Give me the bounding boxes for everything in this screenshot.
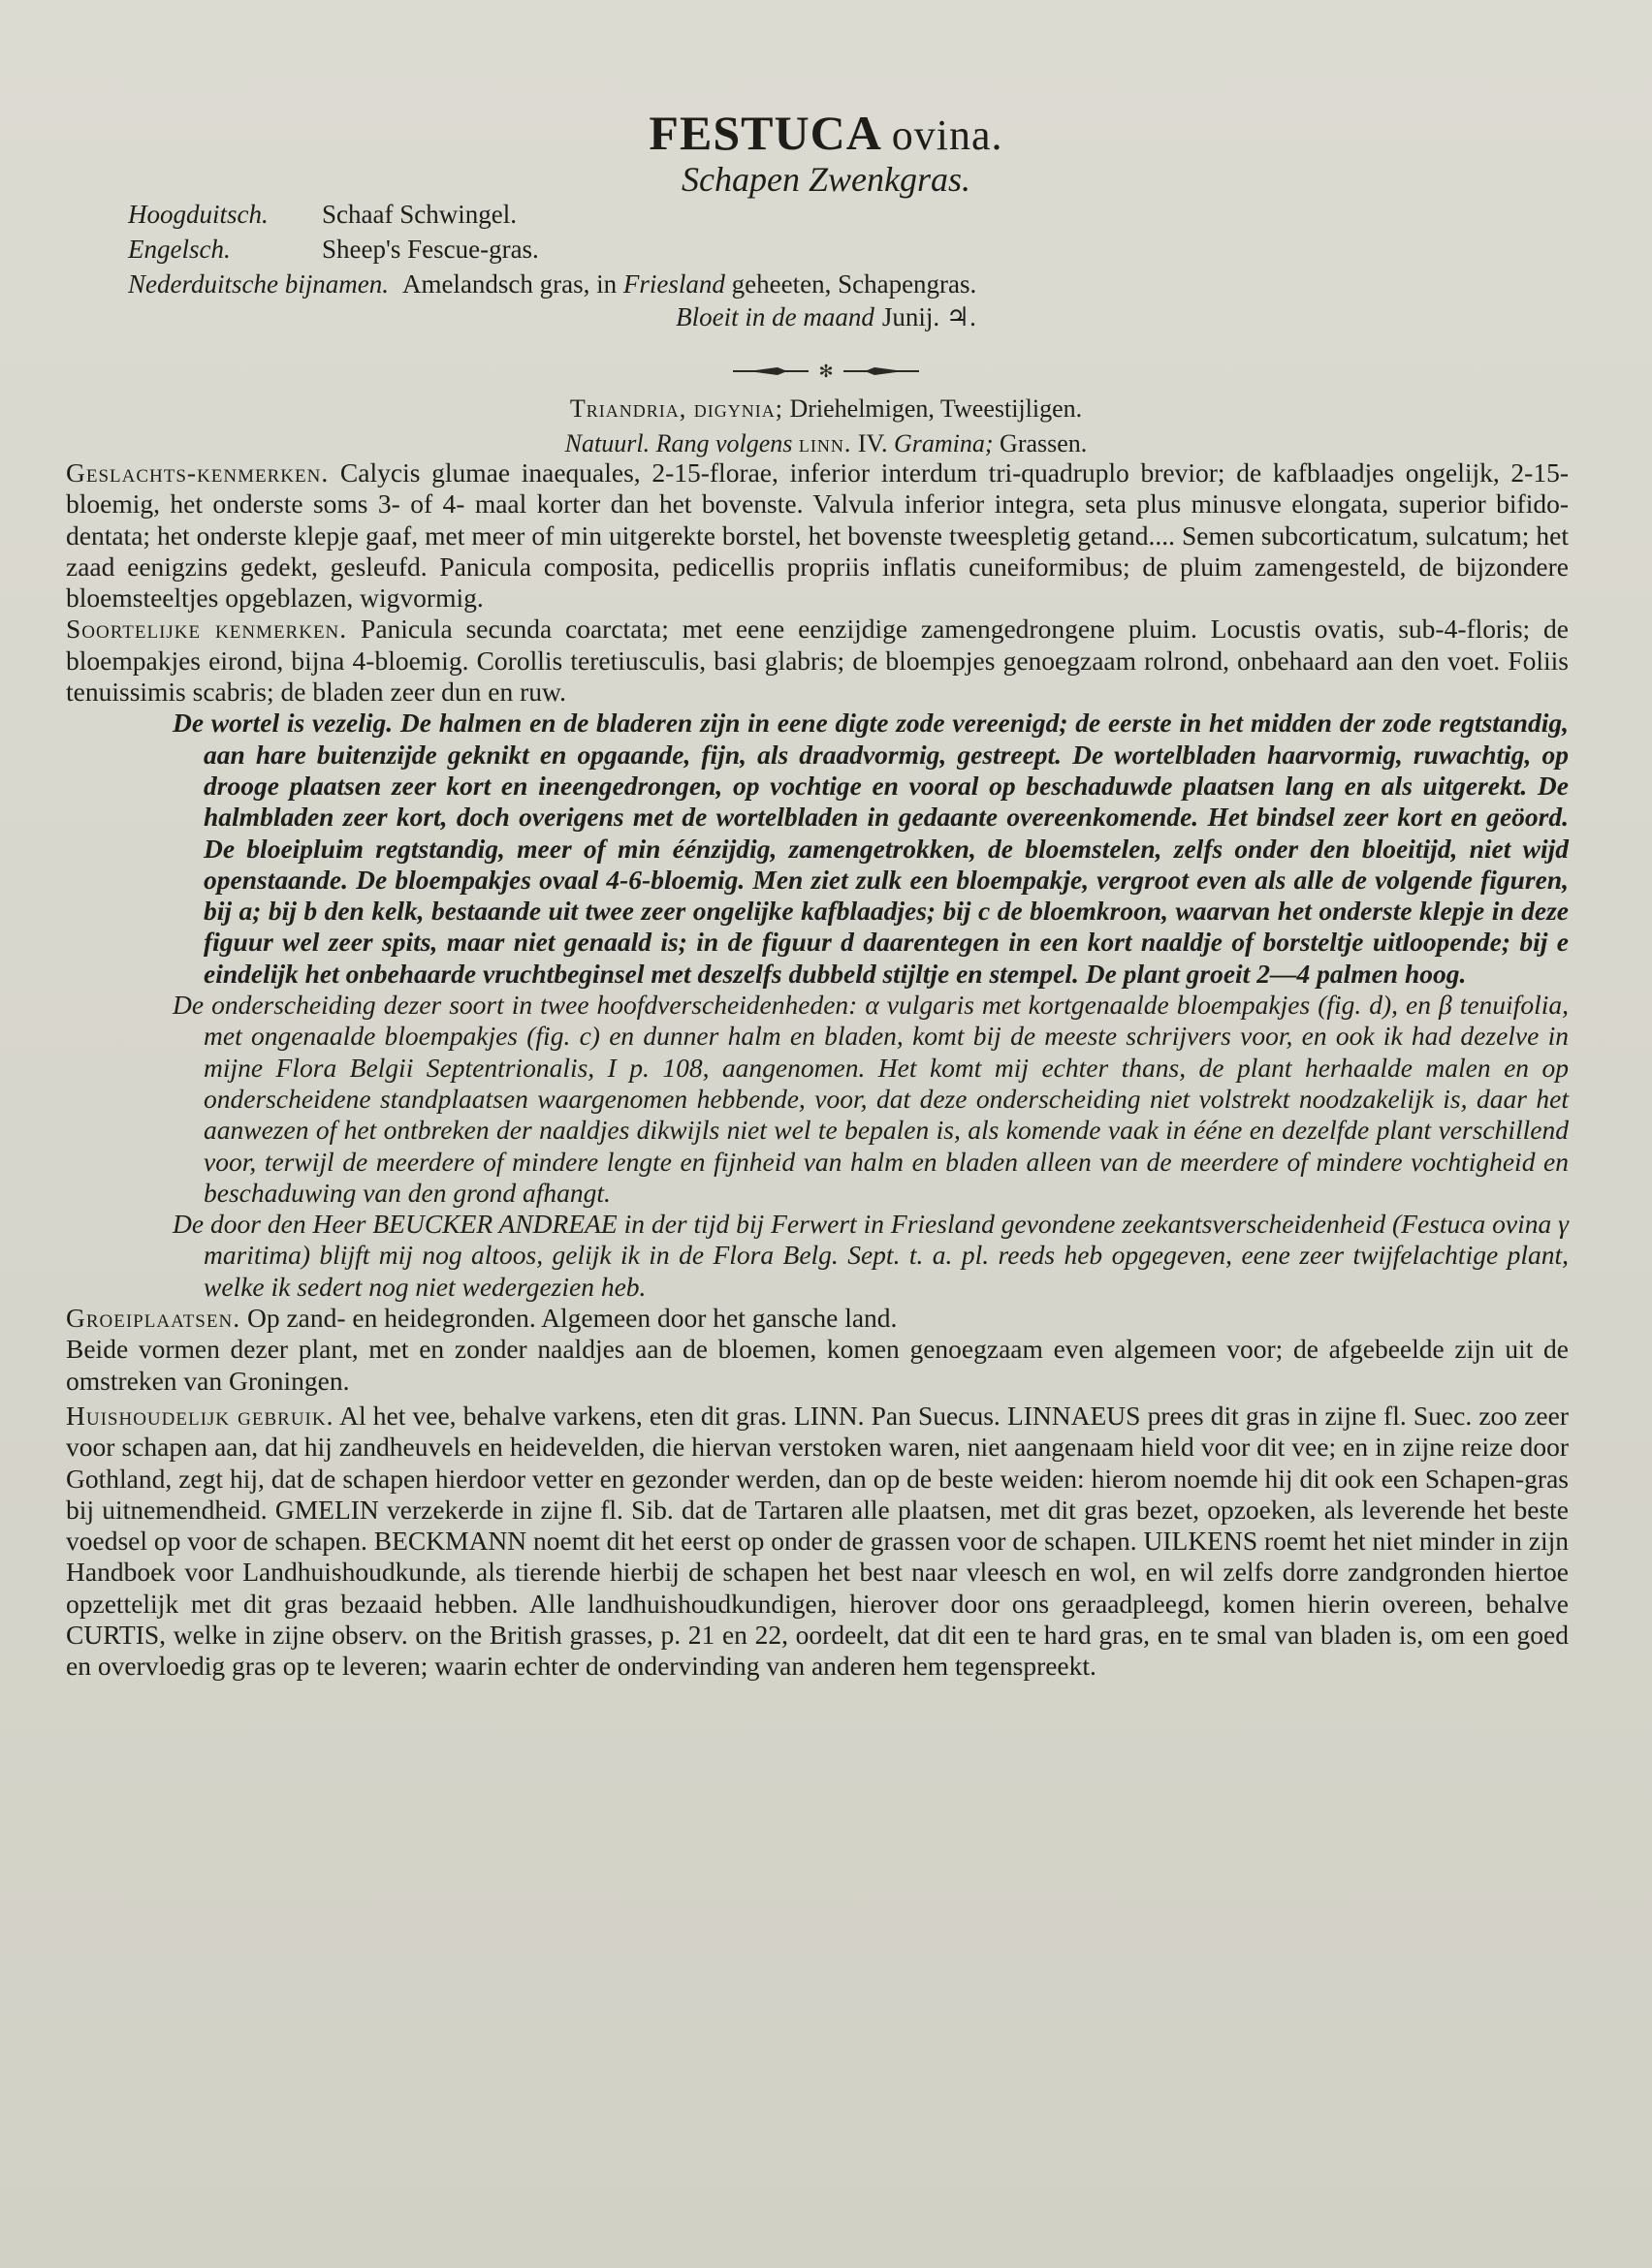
name-value: Amelandsch gras, in	[401, 269, 618, 299]
ornament-divider-icon	[729, 362, 923, 381]
classification-line-2: Natuurl. Rang volgens linn. IV. Gramina; Grassen.	[564, 429, 1088, 457]
varieties-paragraph: De onderscheiding dezer soort in twee hoofdverscheidenheden: α vulgaris met kortgenaalde bloempakjes (fig. d), en β tenuifolia, met ongenaalde bloempakjes (fig. c) en dunner halm en bladen, komt bij de meeste schrijvers voor, en ook ik had dezelve in mijne Flora Belgii Septentrionalis, I p. 108, aangenomen. Het komt mij echter thans, de plant herhaalde malen en op onderscheidene standplaatsen waargenomen hebbende, voor, dat deze onderscheiding niet volstrekt noodzakelijk is, daar het aanwezen of het ontbreken der naaldjes dikwijls niet wel te bepalen is, als komende vaak in ééne en dezelfde plant verschillend voor, terwijl de meerdere of mindere lengte en fijnheid van halm en bladen alleen van de meerdere of mindere vochtigheid en beschaduwing van den grond afhangt.	[173, 990, 1569, 1208]
name-label: Hoogduitsch.	[128, 200, 269, 229]
section-heading: Soortelijke kenmerken.	[66, 614, 348, 645]
place-name: Friesland	[622, 269, 725, 299]
dutch-name: Schapen Zwenkgras.	[682, 160, 970, 199]
section-text: Calycis glumae inaequales, 2-15-florae, inferior interdum tri-quadruplo brevior; de kafblaadjes ongelijk, 2-15-bloemig, het onderste soms 3- of 4- maal korter dan het bovenste. Valvula inferior integra, seta plus minusve elongata, superior bifido-dentata; het onderste klepje gaaf, met meer of min uitgerekte borstel, het bovenste tweespletig getand.... Semen subcorticatum, sulcatum; het zaad eenigzins gedekt, gesleufd. Panicula composita, pedicellis propriis inflatis cuneiformibus; de pluim zamengesteld, de bijzondere bloemsteeltjes opgeblazen, wigvormig.	[66, 457, 1569, 614]
main-text	[66, 457, 1569, 1683]
section-text: Al het vee, behalve varkens, eten dit gras. LINN. Pan Suecus. LINNAEUS prees dit gras in zijne fl. Suec. zoo zeer voor schapen aan, dat hij zandheuvels en heidevelden, die hiervan verstoken waren, niet aangenaam hield voor dit vee; en in zijne reize door Gothland, zegt hij, dat de schapen hierdoor vetter en gezonder werden, dan op de beste weiden: hierom noemde hij dit ook een Schapen-gras bij uitnemendheid. GMELIN verzekerde in zijne fl. Sib. dat de Tartaren alle plaatsen, met dit gras bezet, opzoeken, als leverende het beste voedsel op voor de schapen. BECKMANN noemt dit het eerst op onder de grassen voor de schapen. UILKENS roemt het niet minder in zijn Handboek voor Landhuishoudkunde, als tierende hierbij de schapen het best naar vleesch en wol, en wil zelfs dorre zandgronden hiertoe opzettelijk met dit gras bezaaid hebben. Alle landhuishoudkundigen, hierover door ons geraadpleegd, komen hierin overeen, behalve CURTIS, welke in zijne observ. on the British grasses, p. 21 en 22, oordeelt, dat dit een te hard gras, en te smal van bladen is, om een goed en overvloedig gras op te leveren; waarin echter de ondervinding van anderen hem tegenspreekt.	[66, 1400, 1569, 1682]
forms-paragraph: Beide vormen dezer plant, met en zonder naaldjes aan de bloemen, komen genoegzaam even algemeen voor; de afgebeelde zijn uit de omstreken van Groningen.	[66, 1334, 1569, 1396]
name-label: Engelsch.	[128, 235, 231, 264]
maritime-variety-paragraph: De door den Heer BEUCKER ANDREAE in der tijd bij Ferwert in Friesland gevondene zeekantsverscheidenheid (Festuca ovina γ maritima) blijft mij nog altoos, gelijk ik in de Flora Belg. Sept. t. a. pl. reeds heb opgegeven, eene zeer twijfelachtige plant, welke ik sedert nog niet wedergezien heb.	[173, 1209, 1569, 1302]
genus-name: FESTUCA	[649, 106, 882, 160]
name-row-german	[128, 197, 1485, 232]
perennial-symbol: ♃.	[945, 302, 976, 331]
flowering-month: Junij.	[881, 302, 940, 331]
genus-characters	[66, 457, 1569, 614]
page-title	[0, 105, 1652, 161]
classification-line-1: Triandria, digynia; Driehelmigen, Tweestijligen.	[569, 394, 1083, 423]
species-characters	[66, 614, 1569, 708]
habitat	[66, 1303, 1569, 1334]
name-label: Nederduitsche bijnamen.	[128, 269, 389, 299]
flowering-label: Bloeit in de maand	[676, 302, 874, 331]
vernacular-names	[128, 197, 1485, 301]
section-heading: Huishoudelijk gebruik.	[66, 1400, 334, 1431]
economic-use	[66, 1401, 1569, 1683]
section-text: Panicula secunda coarctata; met eene eenzijdige zamengedrongene pluim. Locustis ovatis, sub-4-floris; de bloempakjes eirond, bijna 4-bloemig. Corollis teretiusculis, basi glabris; de bloempjes genoegzaam rolrond, onbehaard aan den voet. Foliis tenuissimis scabris; de bladen zeer dun en ruw.	[66, 614, 1570, 708]
flowering-line	[0, 302, 1652, 332]
name-value: geheeten, Schapengras.	[731, 269, 977, 299]
section-text: Op zand- en heidegronden. Algemeen door het gansche land.	[246, 1303, 898, 1334]
section-heading: Geslachts-kenmerken.	[66, 457, 330, 488]
svg-text:✻: ✻	[818, 362, 834, 381]
name-value: Sheep's Fescue-gras.	[322, 235, 539, 264]
section-heading: Groeiplaatsen.	[66, 1303, 241, 1334]
classification	[0, 392, 1652, 461]
species-name: ovina.	[891, 111, 1003, 159]
name-row-english	[128, 232, 1485, 267]
name-row-dutch	[128, 267, 1485, 301]
name-value: Schaaf Schwingel.	[322, 200, 517, 229]
description-paragraph: De wortel is vezelig. De halmen en de bladeren zijn in eene digte zode vereenigd; de eerste in het midden der zode regtstandig, aan hare buitenzijde geknikt en opgaande, fijn, als draadvormig, gestreept. De wortelbladen haarvormig, ruwachtig, op drooge plaatsen zeer kort en ineengedrongen, op vochtige en vooral op beschaduwde plaatsen lang en als uitgerekt. De halmbladen zeer kort, doch overigens met de wortelbladen in gedaante overeenkomende. Het bindsel zeer kort en geöord. De bloeipluim regtstandig, meer of min éénzijdig, zamengetrokken, de bloemstelen, zelfs onder den bloeitijd, niet wijd openstaande. De bloempakjes ovaal 4-6-bloemig. Men ziet zulk een bloempakje, vergroot even als alle de volgende figuren, bij a; bij b den kelk, bestaande uit twee zeer ongelijke kafblaadjes; bij c de bloemkroon, waarvan het onderste klepje in deze figuur wel zeer spits, maar niet genaald is; in de figuur d daarentegen in een kort naaldje of borsteltje uitloopende; bij e eindelijk het onbehaarde vruchtbeginsel met deszelfs dubbeld stijltje en stempel. De plant groeit 2—4 palmen hoog.	[173, 708, 1569, 989]
